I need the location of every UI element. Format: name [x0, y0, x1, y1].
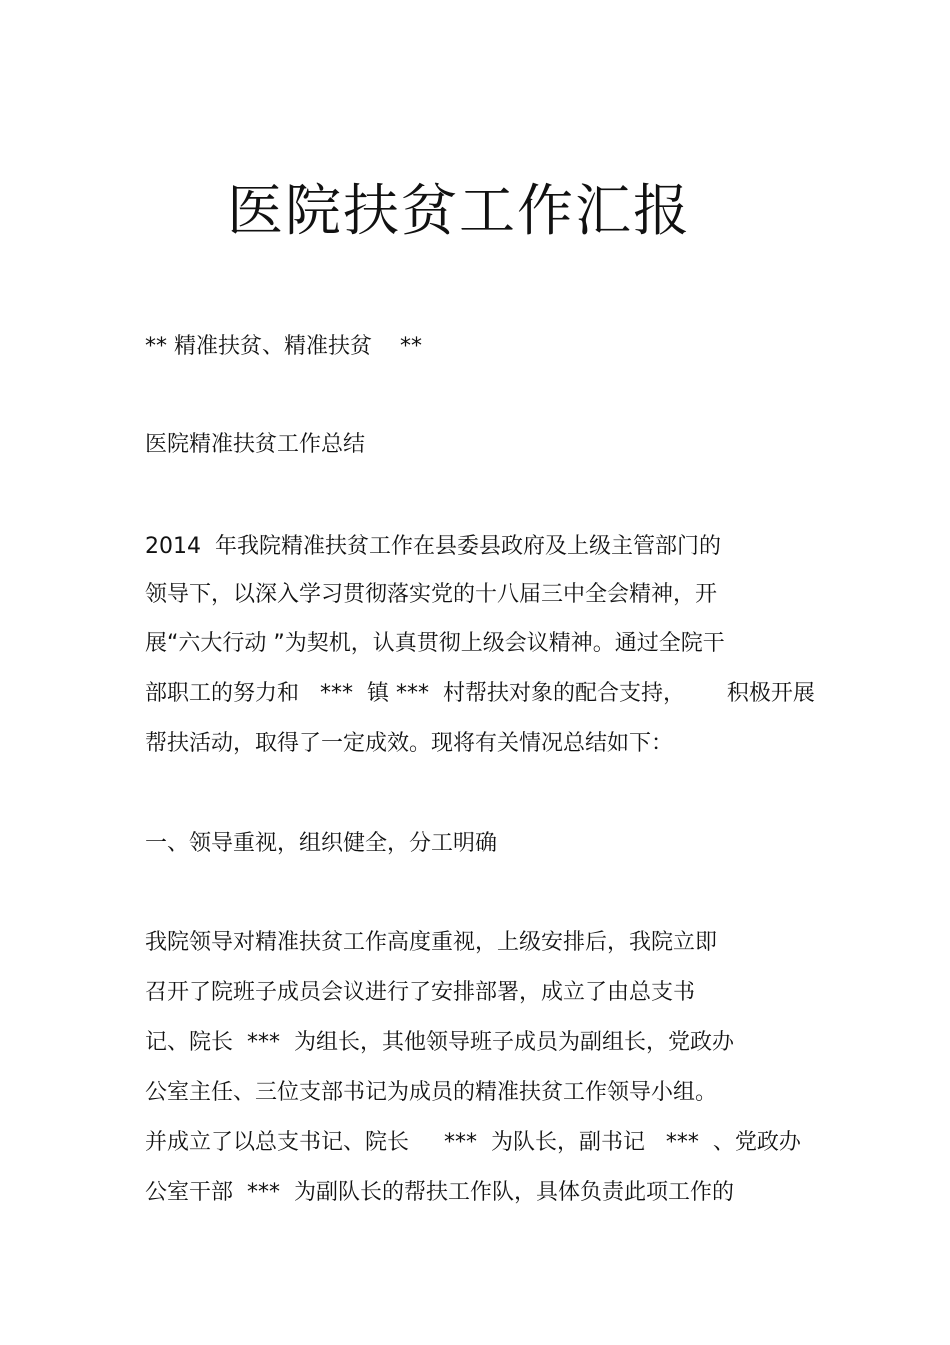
- paragraph2-line-3: 记、院长 *** 为组长，其他领导班子成员为副组长，党政办: [145, 1030, 734, 1055]
- document-subtitle: ** 精准扶贫、精准扶贫 **: [145, 334, 422, 359]
- paragraph2-line-4: 公室主任、三位支部书记为成员的精准扶贫工作领导小组。: [145, 1080, 718, 1105]
- paragraph1-line-4: 部职工的努力和 *** 镇 *** 村帮扶对象的配合支持， 积极开展: [145, 681, 815, 706]
- document-heading: 医院精准扶贫工作总结: [145, 432, 366, 457]
- paragraph2-line-2: 召开了院班子成员会议进行了安排部署，成立了由总支书: [145, 980, 696, 1005]
- paragraph2-line-1: 我院领导对精准扶贫工作高度重视，上级安排后，我院立即: [145, 930, 718, 955]
- section1-heading: 一、领导重视，组织健全，分工明确: [145, 831, 498, 856]
- paragraph1-line-1: 2014 年我院精准扶贫工作在县委县政府及上级主管部门的: [145, 534, 721, 559]
- paragraph1-line-2: 领导下，以深入学习贯彻落实党的十八届三中全会精神，开: [145, 582, 718, 607]
- paragraph2-line-6: 公室干部 *** 为副队长的帮扶工作队，具体负责此项工作的: [145, 1180, 734, 1205]
- paragraph1-line-5: 帮扶活动，取得了一定成效。现将有关情况总结如下：: [145, 731, 674, 756]
- paragraph2-line-5: 并成立了以总支书记、院长 *** 为队长，副书记 *** 、党政办: [145, 1130, 801, 1155]
- paragraph1-line-3: 展“六大行动 ”为契机，认真贯彻上级会议精神。通过全院干: [145, 631, 725, 656]
- document-title: 医院扶贫工作汇报: [227, 179, 691, 244]
